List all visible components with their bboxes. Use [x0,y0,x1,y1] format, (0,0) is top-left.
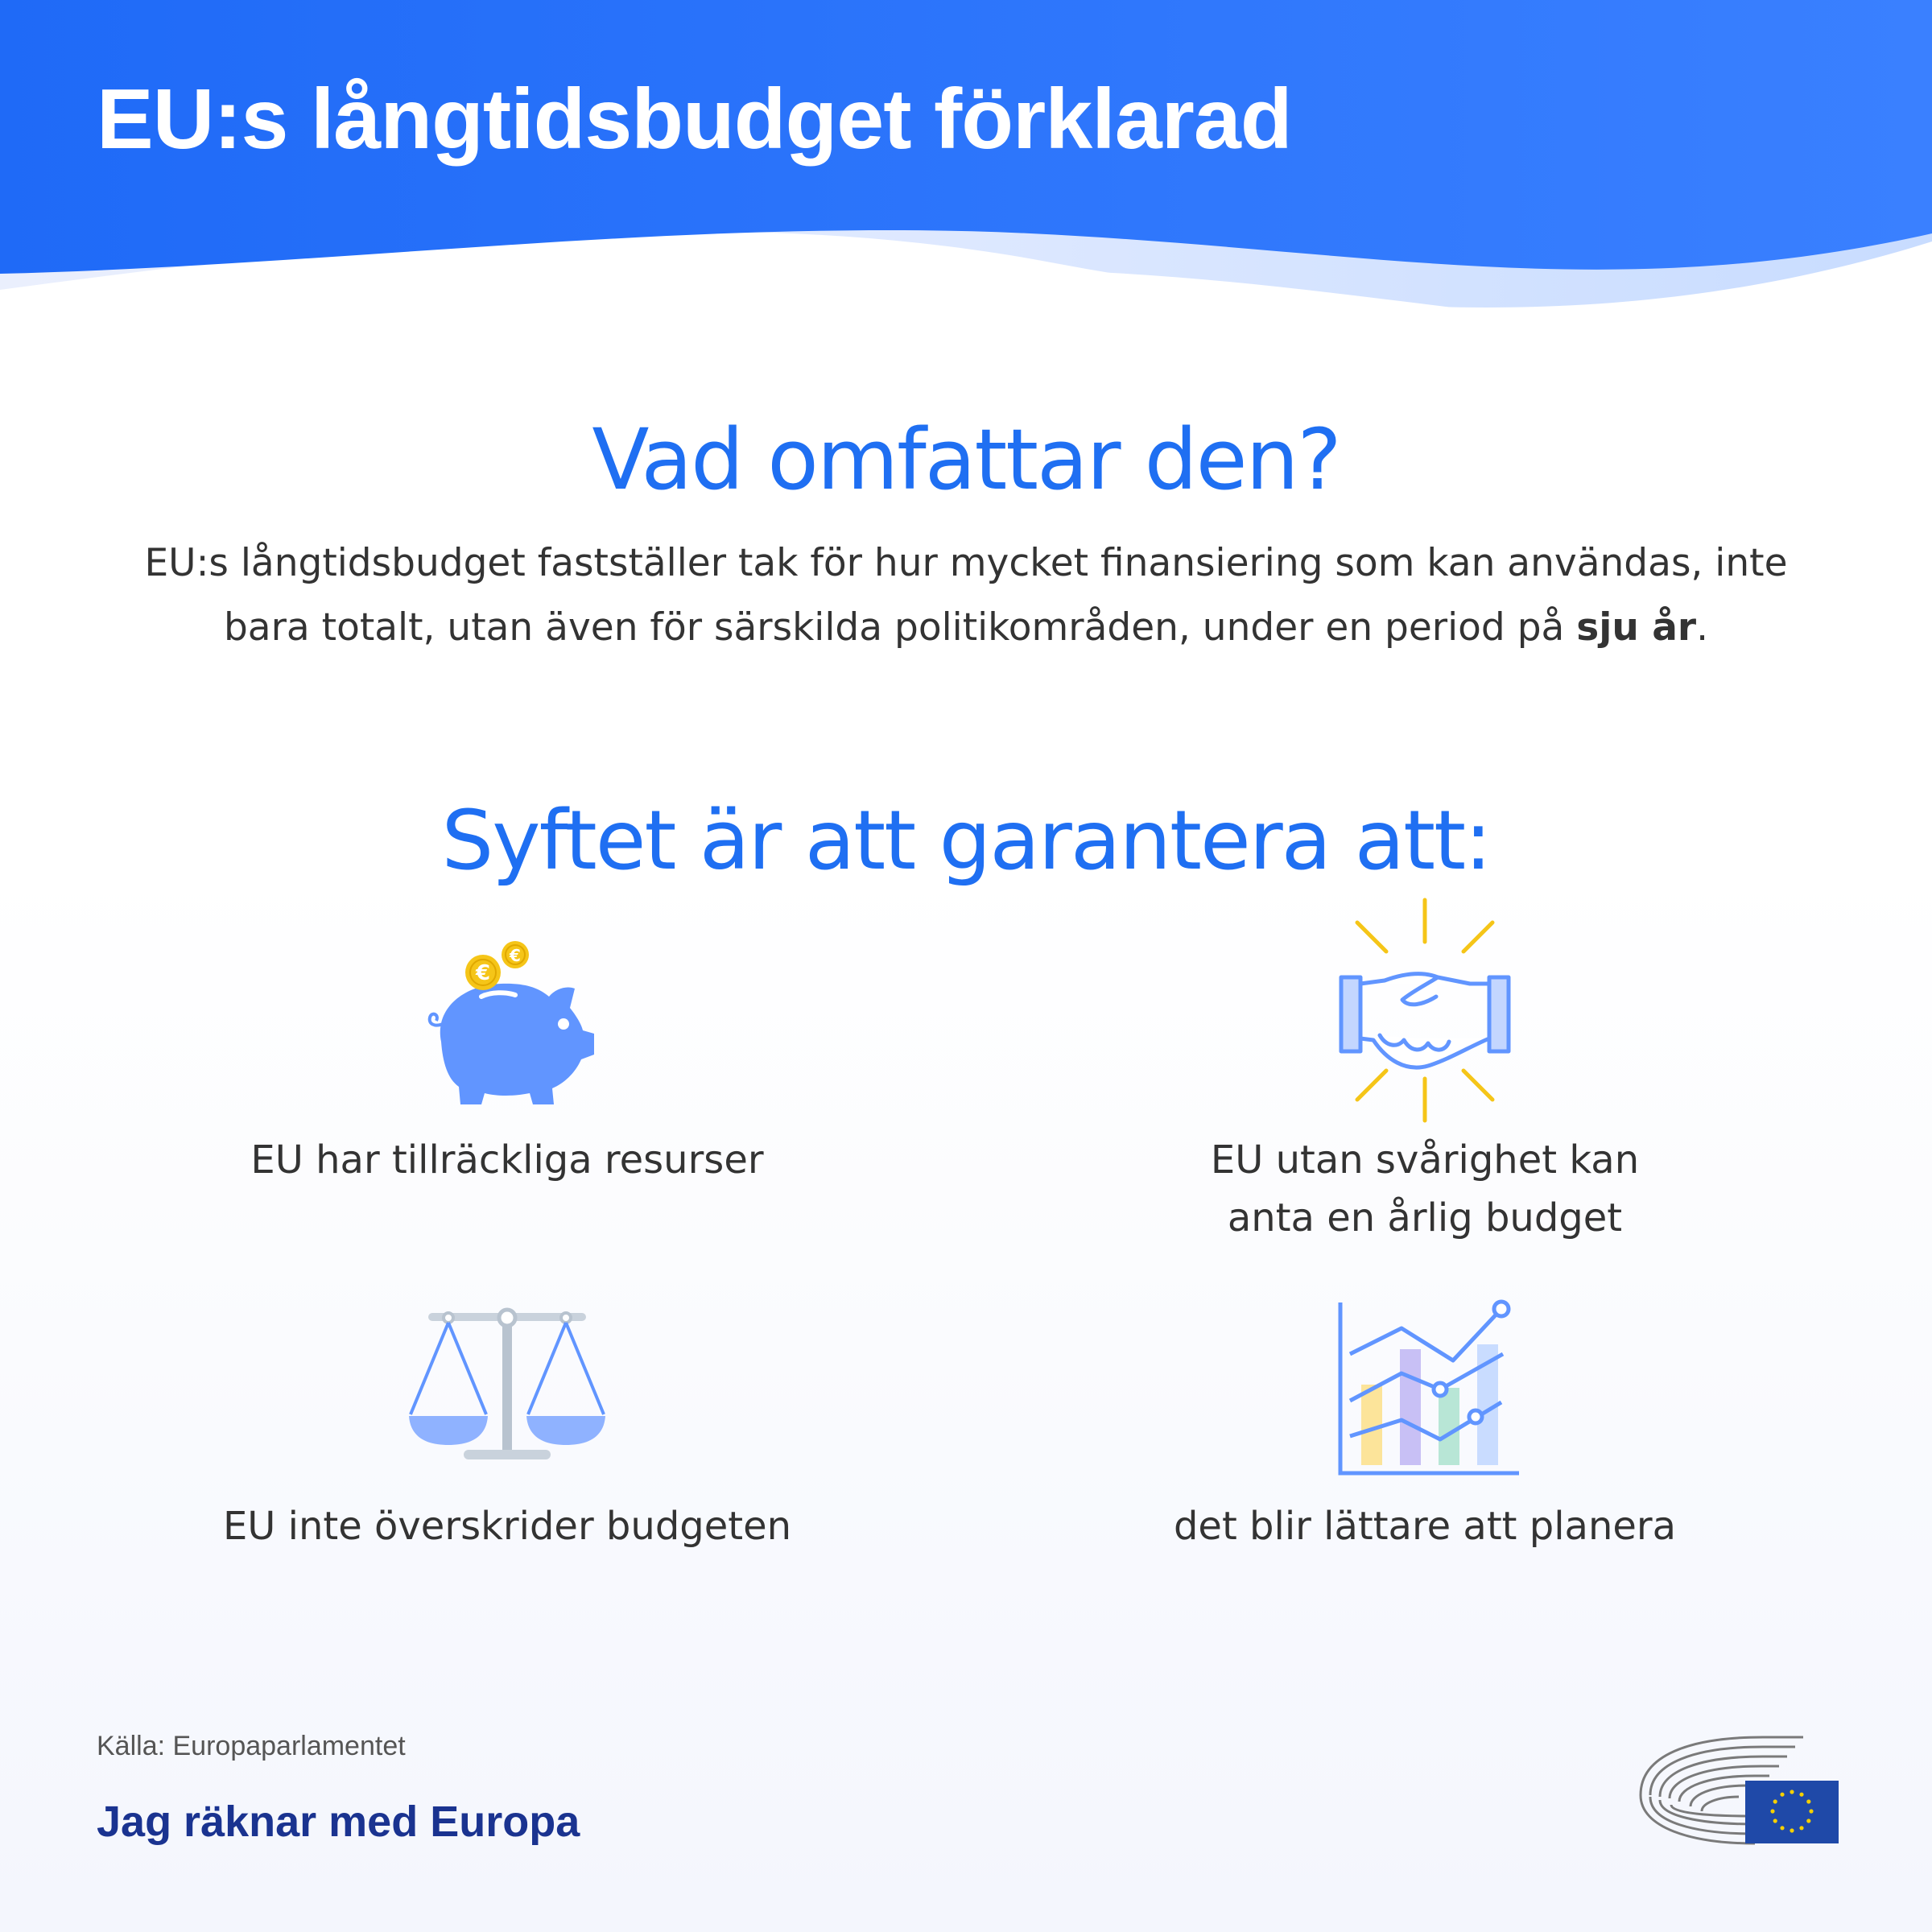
section-heading-what: Vad omfattar den? [592,411,1340,509]
intro-line-2: bara totalt, utan även för särskilda politikområden, under en period på [223,605,1577,650]
svg-text:€: € [510,946,521,965]
goal-1-text: EU har tillräckliga resurser [250,1137,764,1183]
intro-line-2-end: . [1696,605,1709,650]
goal-label-annual-budget [1063,1131,1787,1247]
goal-2-text-line2: anta en årlig budget [1227,1195,1623,1241]
page-title: EU:s långtidsbudget förklarad [97,72,1292,167]
source-note: Källa: Europaparlamentet [97,1731,406,1761]
goal-2-text-line1: EU utan svårighet kan [1210,1137,1640,1183]
slogan: Jag räknar med Europa [97,1798,580,1846]
european-parliament-logo [1634,1731,1843,1852]
intro-line-1: EU:s långtidsbudget fastställer tak för hur mycket finansiering som kan användas, inte [144,541,1788,585]
goal-3-text: EU inte överskrider budgeten [222,1504,792,1549]
svg-text:€: € [475,961,491,985]
header-wave-background [0,0,1932,354]
piggy-bank-icon [411,934,604,1111]
goal-label-within-budget [145,1497,869,1555]
scales-icon [402,1300,612,1477]
intro-paragraph [80,531,1852,660]
growth-chart-icon [1332,1296,1525,1481]
goal-label-resources [145,1131,869,1189]
goal-4-text: det blir lättare att planera [1173,1504,1677,1549]
handshake-icon [1328,894,1521,1127]
intro-bold-duration: sju år [1576,605,1697,650]
goal-label-planning [1063,1497,1787,1555]
section-heading-purpose: Syftet är att garantera att: [441,793,1491,889]
